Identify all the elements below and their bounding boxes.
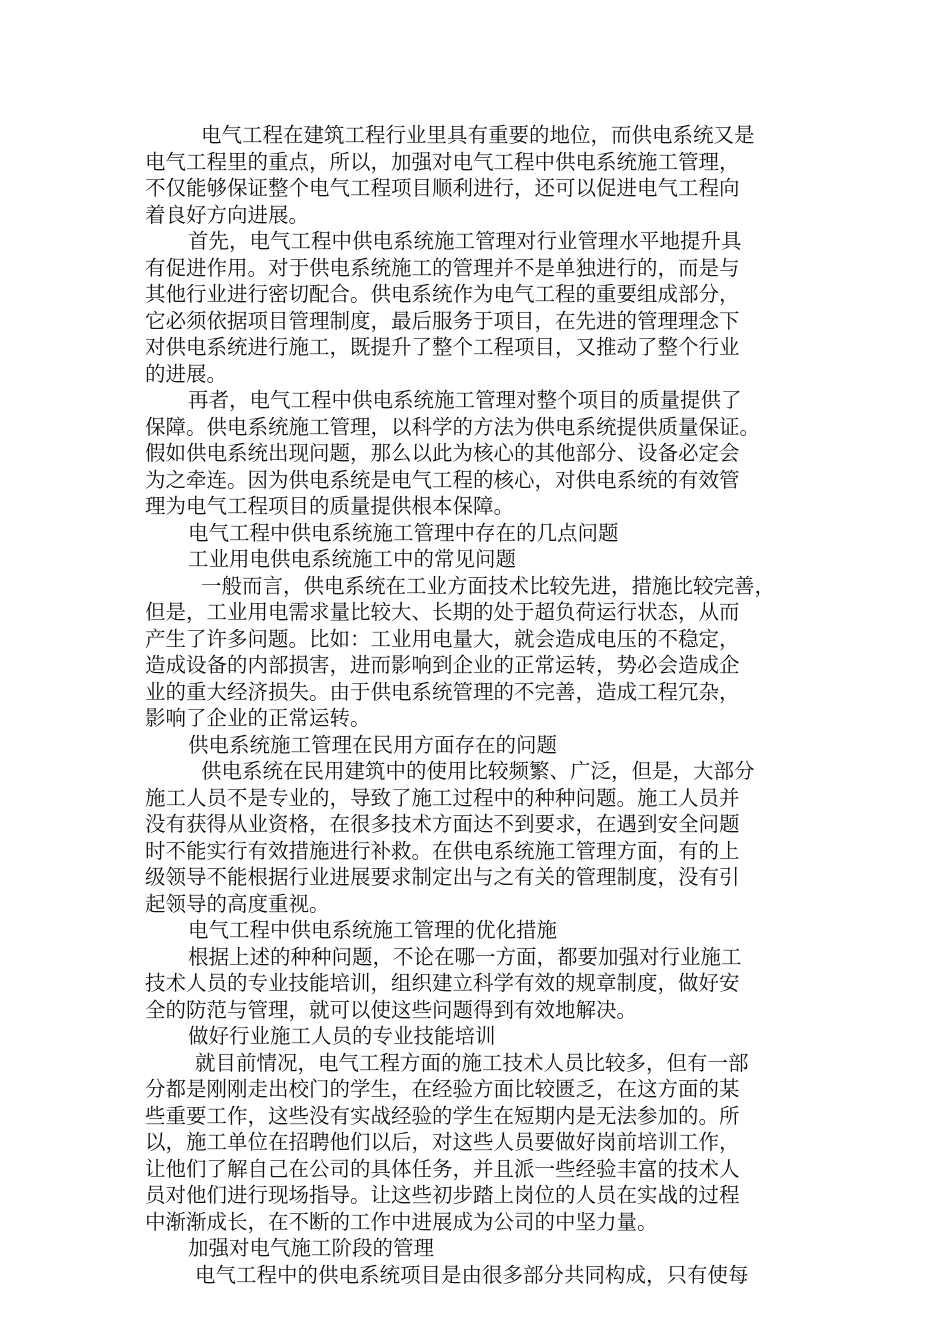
text-line: 些重要工作，这些没有实战经验的学生在短期内是无法参加的。所: [145, 1103, 740, 1128]
text-line: 理为电气工程项目的质量提供根本保障。: [145, 494, 514, 518]
text-line: 加强对电气施工阶段的管理: [188, 1236, 434, 1260]
text-line: 施工人员不是专业的，导致了施工过程中的种种问题。施工人员并: [145, 785, 740, 810]
text-line: 时不能实行有效措施进行补救。在供电系统施工管理方面，有的上: [145, 838, 740, 863]
body-paragraph: [145, 387, 810, 520]
body-paragraph: [145, 1050, 810, 1236]
text-line: 影响了企业的正常运转。: [145, 706, 371, 730]
text-line: 员对他们进行现场指导。让这些初步踏上岗位的人员在实战的过程: [145, 1183, 740, 1207]
text-line: 其他行业进行密切配合。供电系统作为电气工程的重要组成部分，: [145, 282, 740, 306]
body-paragraph: [145, 122, 810, 228]
text-line: 电气工程在建筑工程行业里具有重要的地位，而供电系统又是: [201, 123, 755, 147]
body-paragraph: [145, 1262, 810, 1289]
text-line: 中渐渐成长，在不断的工作中进展成为公司的中坚力量。: [145, 1209, 658, 1234]
text-line: 假如供电系统出现问题，那么以此为核心的其他部分、设备必定会: [145, 441, 740, 465]
text-line: 起领导的高度重视。: [145, 891, 330, 916]
section-heading: [145, 520, 810, 547]
text-line: 产生了许多问题。比如：工业用电量大，就会造成电压的不稳定，: [145, 626, 740, 651]
section-heading: [145, 1023, 810, 1050]
text-line: 分都是刚刚走出校门的学生，在经验方面比较匮乏，在这方面的某: [145, 1077, 740, 1101]
text-line: 业的重大经济损失。由于供电系统管理的不完善，造成工程冗杂，: [145, 679, 740, 704]
text-line: 全的防范与管理，就可以使这些问题得到有效地解决。: [145, 997, 637, 1022]
text-line: 供电系统施工管理在民用方面存在的问题: [188, 732, 557, 757]
text-line: 让他们了解自己在公司的具体任务，并且派一些经验丰富的技术人: [145, 1156, 740, 1181]
text-line: 不仅能够保证整个电气工程项目顺利进行，还可以促进电气工程向: [145, 176, 740, 200]
text-line: 根据上述的种种问题，不论在哪一方面，都要加强对行业施工: [188, 944, 742, 969]
text-line: 做好行业施工人员的专业技能培训: [188, 1024, 496, 1048]
text-line: 为之牵连。因为供电系统是电气工程的核心，对供电系统的有效管: [145, 467, 740, 492]
body-paragraph: [145, 944, 810, 1024]
text-line: 首先，电气工程中供电系统施工管理对行业管理水平地提升具: [188, 229, 742, 253]
text-line: 保障。供电系统施工管理，以科学的方法为供电系统提供质量保证。: [145, 414, 760, 439]
text-line: 着良好方向进展。: [145, 202, 309, 227]
text-line: 它必须依据项目管理制度，最后服务于项目，在先进的管理理念下: [145, 308, 740, 333]
section-heading: [145, 732, 810, 759]
text-line: 以，施工单位在招聘他们以后，对这些人员要做好岗前培训工作，: [145, 1130, 740, 1154]
text-line: 就目前情况，电气工程方面的施工技术人员比较多，但有一部: [195, 1050, 749, 1075]
text-line: 电气工程中供电系统施工管理中存在的几点问题: [188, 520, 619, 545]
text-line: 的进展。: [145, 361, 227, 386]
body-paragraph: [145, 758, 810, 917]
document-page: [145, 122, 810, 1288]
text-line: 造成设备的内部损害，进而影响到企业的正常运转，势必会造成企: [145, 653, 740, 677]
text-line: 没有获得从业资格，在很多技术方面达不到要求，在遇到安全问题: [145, 812, 740, 836]
text-line: 技术人员的专业技能培训，组织建立科学有效的规章制度，做好安: [145, 971, 740, 995]
text-line: 但是，工业用电需求量比较大、长期的处于超负荷运行状态，从而: [145, 600, 740, 624]
text-line: 一般而言，供电系统在工业方面技术比较先进，措施比较完善，: [201, 573, 775, 598]
text-line: 工业用电供电系统施工中的常见问题: [188, 547, 516, 571]
section-heading: [145, 917, 810, 944]
text-line: 供电系统在民用建筑中的使用比较频繁、广泛，但是，大部分: [201, 759, 755, 783]
body-paragraph: [145, 573, 810, 732]
body-paragraph: [145, 228, 810, 387]
section-heading: [145, 546, 810, 573]
text-line: 电气工程里的重点，所以，加强对电气工程中供电系统施工管理，: [145, 149, 740, 174]
text-line: 有促进作用。对于供电系统施工的管理并不是单独进行的，而是与: [145, 255, 740, 280]
text-line: 再者，电气工程中供电系统施工管理对整个项目的质量提供了: [188, 388, 742, 412]
section-heading: [145, 1235, 810, 1262]
text-line: 电气工程中的供电系统项目是由很多部分共同构成，只有使每: [195, 1262, 749, 1287]
text-line: 电气工程中供电系统施工管理的优化措施: [188, 918, 557, 942]
text-line: 级领导不能根据行业进展要求制定出与之有关的管理制度，没有引: [145, 865, 740, 889]
text-line: 对供电系统进行施工，既提升了整个工程项目，又推动了整个行业: [145, 335, 740, 359]
